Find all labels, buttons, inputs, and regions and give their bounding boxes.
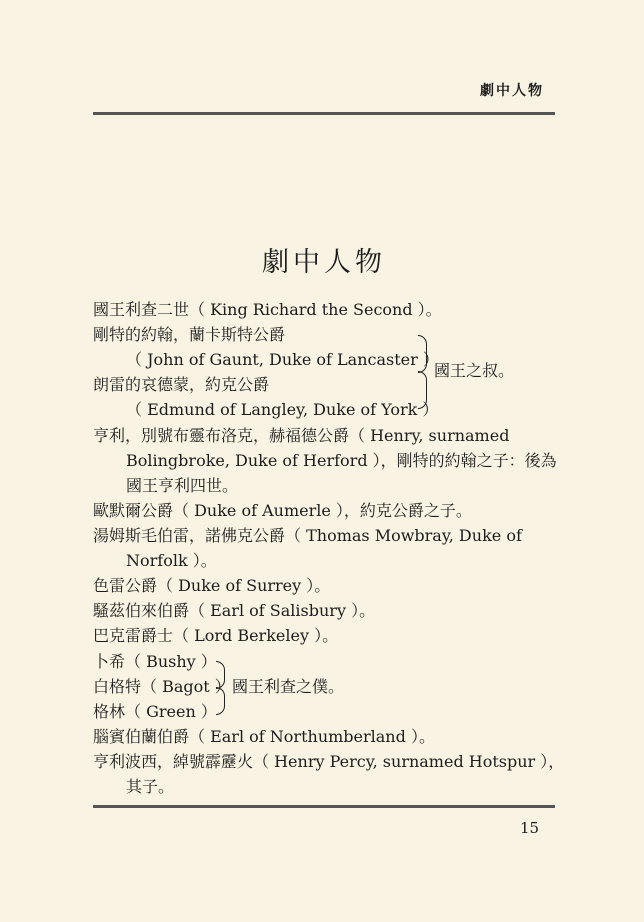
group-label-servants: 國王利查之僕。 — [232, 677, 345, 696]
character-line: 朗雷的哀德蒙，約克公爵 — [93, 375, 270, 394]
character-line: 腦賓伯蘭伯爵（ Earl of Northumberland ）。 — [93, 727, 435, 746]
character-line: 湯姆斯毛伯雷，諾佛克公爵（ Thomas Mowbray, Duke of — [93, 526, 522, 545]
page-number: 15 — [520, 819, 540, 837]
character-line: 國王亨利四世。 — [126, 476, 239, 495]
character-line: （ Edmund of Langley, Duke of York ） — [126, 400, 439, 419]
character-line: 歐默爾公爵（ Duke of Aumerle ），約克公爵之子。 — [93, 501, 472, 520]
character-line: 卜希（ Bushy ） — [93, 652, 217, 671]
character-line: 亨利，別號布靈布洛克，赫福德公爵（ Henry, surnamed — [93, 426, 510, 445]
character-line: Bolingbroke, Duke of Herford ），剛特的約翰之子：後為 — [126, 451, 557, 470]
character-line: Norfolk ）。 — [126, 551, 217, 570]
character-line: （ John of Gaunt, Duke of Lancaster ） — [126, 350, 439, 369]
character-line: 其子。 — [126, 777, 175, 796]
brace-uncles-upper — [418, 335, 427, 373]
character-line: 白格特（ Bagot ） — [93, 677, 231, 696]
brace-servants-lower — [216, 687, 225, 715]
character-line: 亨利波西，綽號霹靂火（ Henry Percy, surnamed Hotspur ）， — [93, 752, 565, 771]
character-line: 騷茲伯來伯爵（ Earl of Salisbury ）。 — [93, 601, 376, 620]
character-line: 色雷公爵（ Duke of Surrey ）。 — [93, 576, 331, 595]
footer-rule — [93, 805, 555, 808]
character-line: 格林（ Green ） — [93, 702, 217, 721]
character-line: 巴克雷爵士（ Lord Berkeley ）。 — [93, 626, 339, 645]
header-rule — [93, 112, 555, 115]
group-label-uncles: 國王之叔。 — [434, 361, 515, 380]
page-title: 劇中人物 — [262, 247, 386, 278]
brace-uncles-lower — [418, 371, 427, 409]
character-line: 國王利查二世（ King Richard the Second ）。 — [93, 300, 442, 319]
running-head: 劇中人物 — [480, 83, 544, 99]
character-line: 剛特的約翰，蘭卡斯特公爵 — [93, 325, 286, 344]
